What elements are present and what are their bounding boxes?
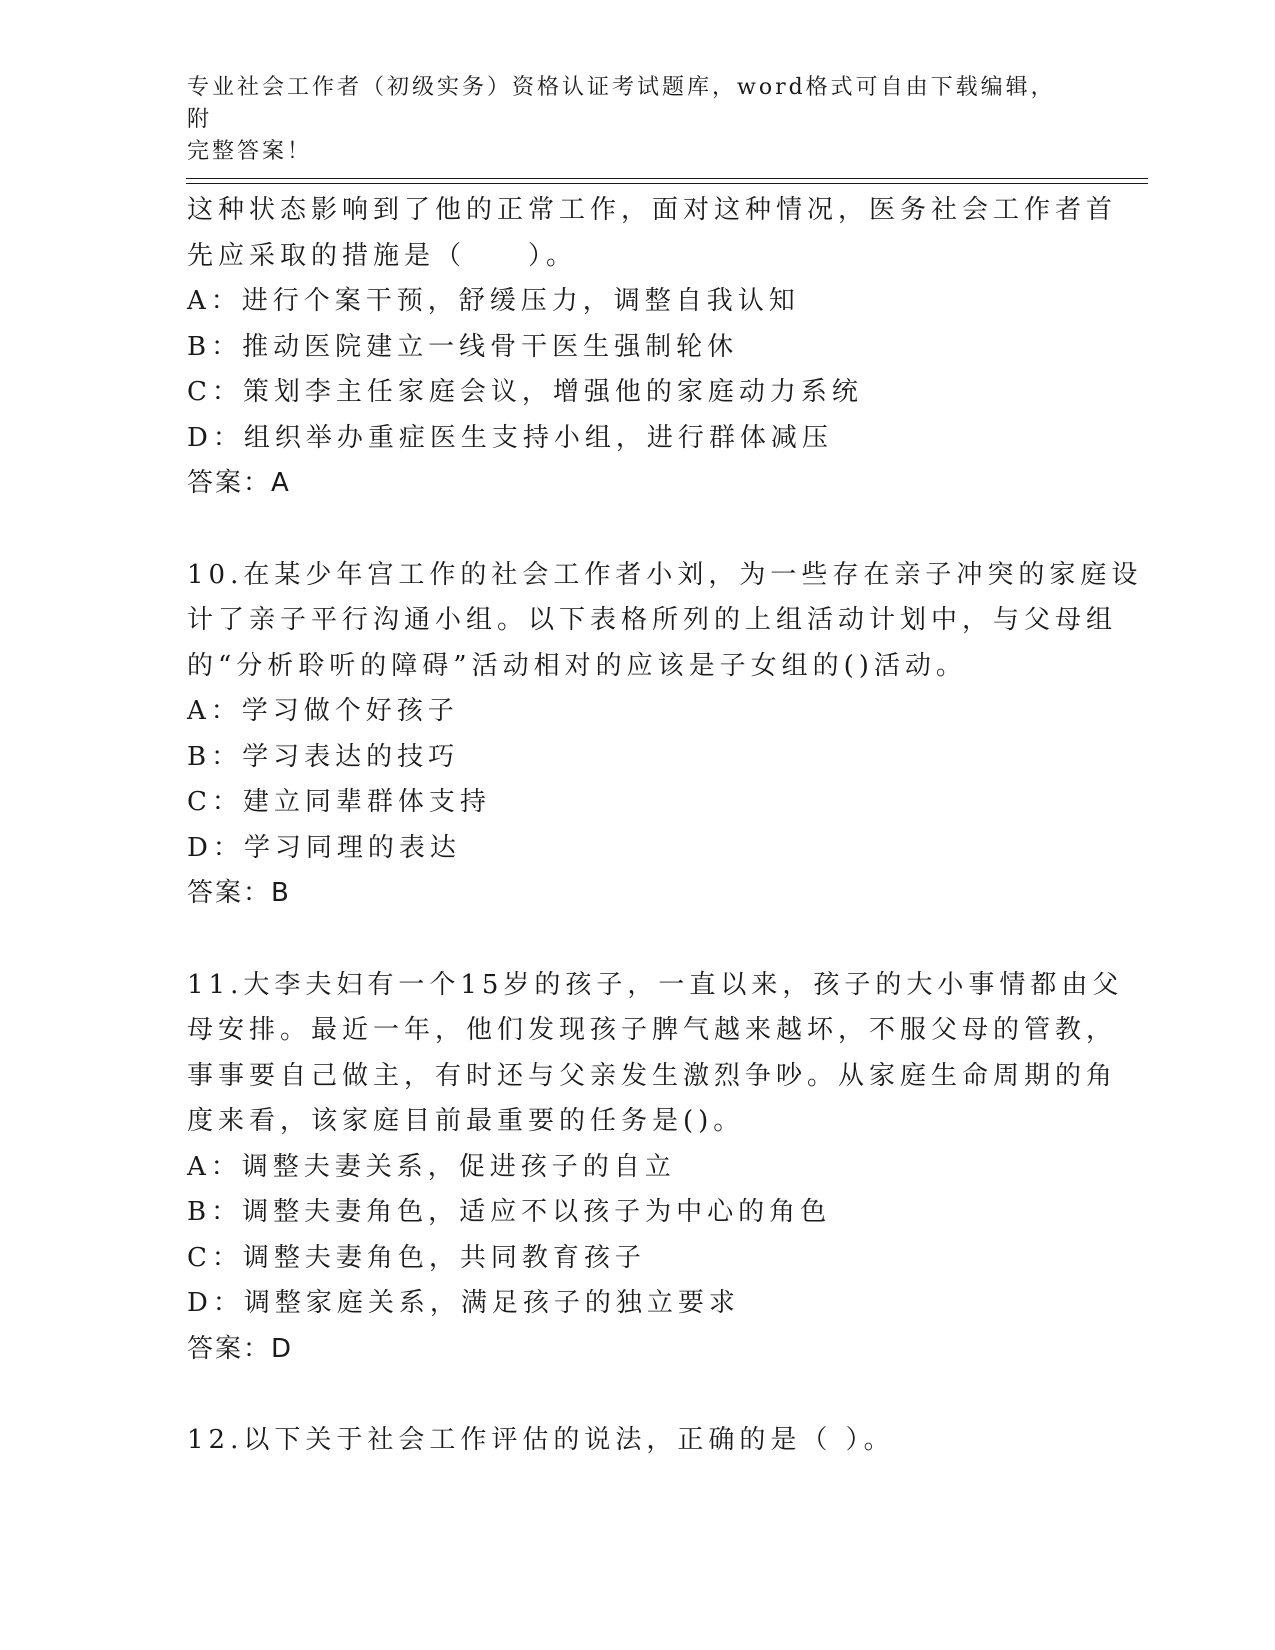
- option-a: A：学习做个好孩子: [187, 696, 459, 726]
- spacer: [187, 917, 1087, 963]
- option-a: A：调整夫妻关系，促进孩子的自立: [187, 1151, 676, 1182]
- header-line-1: 专业社会工作者（初级实务）资格认证考试题库，word格式可自由下载编辑，附: [187, 75, 1056, 132]
- question-stem-line: 先应采取的措施是（ ）。: [187, 240, 578, 271]
- option-d: D：学习同理的表达: [187, 832, 461, 863]
- question-stem-line: 计了亲子平行沟通小组。以下表格所列的上组活动计划中，与父母组: [187, 605, 1118, 635]
- page-header: [187, 72, 1067, 168]
- answer: 答案：D: [187, 1333, 294, 1364]
- answer: 答案：B: [187, 878, 291, 908]
- question-stem-line: 11.大李夫妇有一个15岁的孩子，一直以来，孩子的大小事情都由父: [187, 969, 1124, 1000]
- spacer: [187, 507, 1087, 553]
- option-c: C：策划李主任家庭会议，增强他的家庭动力系统: [187, 377, 863, 407]
- question-stem-line: 这种状态影响到了他的正常工作，面对这种情况，医务社会工作者首: [187, 195, 1118, 225]
- question-stem-line: 的“分析聆听的障碍”活动相对的应该是子女组的()活动。: [187, 650, 967, 681]
- answer: 答案：A: [187, 468, 291, 498]
- option-c: C：建立同辈群体支持: [187, 787, 491, 817]
- option-c: C：调整夫妻角色，共同教育孩子: [187, 1242, 646, 1273]
- question-12: [187, 1418, 1087, 1464]
- option-b: B：学习表达的技巧: [187, 741, 460, 772]
- question-9: [187, 188, 1118, 507]
- header-line-2: 完整答案！: [187, 139, 313, 164]
- question-stem-line: 12.以下关于社会工作评估的说法，正确的是（ ）。: [187, 1425, 895, 1455]
- question-11: [187, 963, 1124, 1373]
- question-10: [187, 553, 1143, 917]
- option-b: B：推动医院建立一线骨干医生强制轮休: [187, 331, 739, 362]
- question-content: [187, 188, 1143, 1464]
- header-double-rule: [186, 178, 1148, 184]
- option-d: D：调整家庭关系，满足孩子的独立要求: [187, 1288, 740, 1318]
- question-stem-line: 度来看，该家庭目前最重要的任务是()。: [187, 1106, 745, 1136]
- option-b: B：调整夫妻角色，适应不以孩子为中心的角色: [187, 1197, 832, 1227]
- option-a: A：进行个案干预，舒缓压力，调整自我认知: [187, 286, 800, 316]
- question-stem-line: 母安排。最近一年，他们发现孩子脾气越来越坏，不服父母的管教，: [187, 1015, 1118, 1045]
- question-stem-line: 事事要自己做主，有时还与父亲发生激烈争吵。从家庭生命周期的角: [187, 1060, 1118, 1091]
- question-stem-line: 10.在某少年宫工作的社会工作者小刘，为一些存在亲子冲突的家庭设: [187, 559, 1143, 590]
- spacer: [187, 1372, 1087, 1418]
- option-d: D：组织举办重症医生支持小组，进行群体减压: [187, 422, 833, 453]
